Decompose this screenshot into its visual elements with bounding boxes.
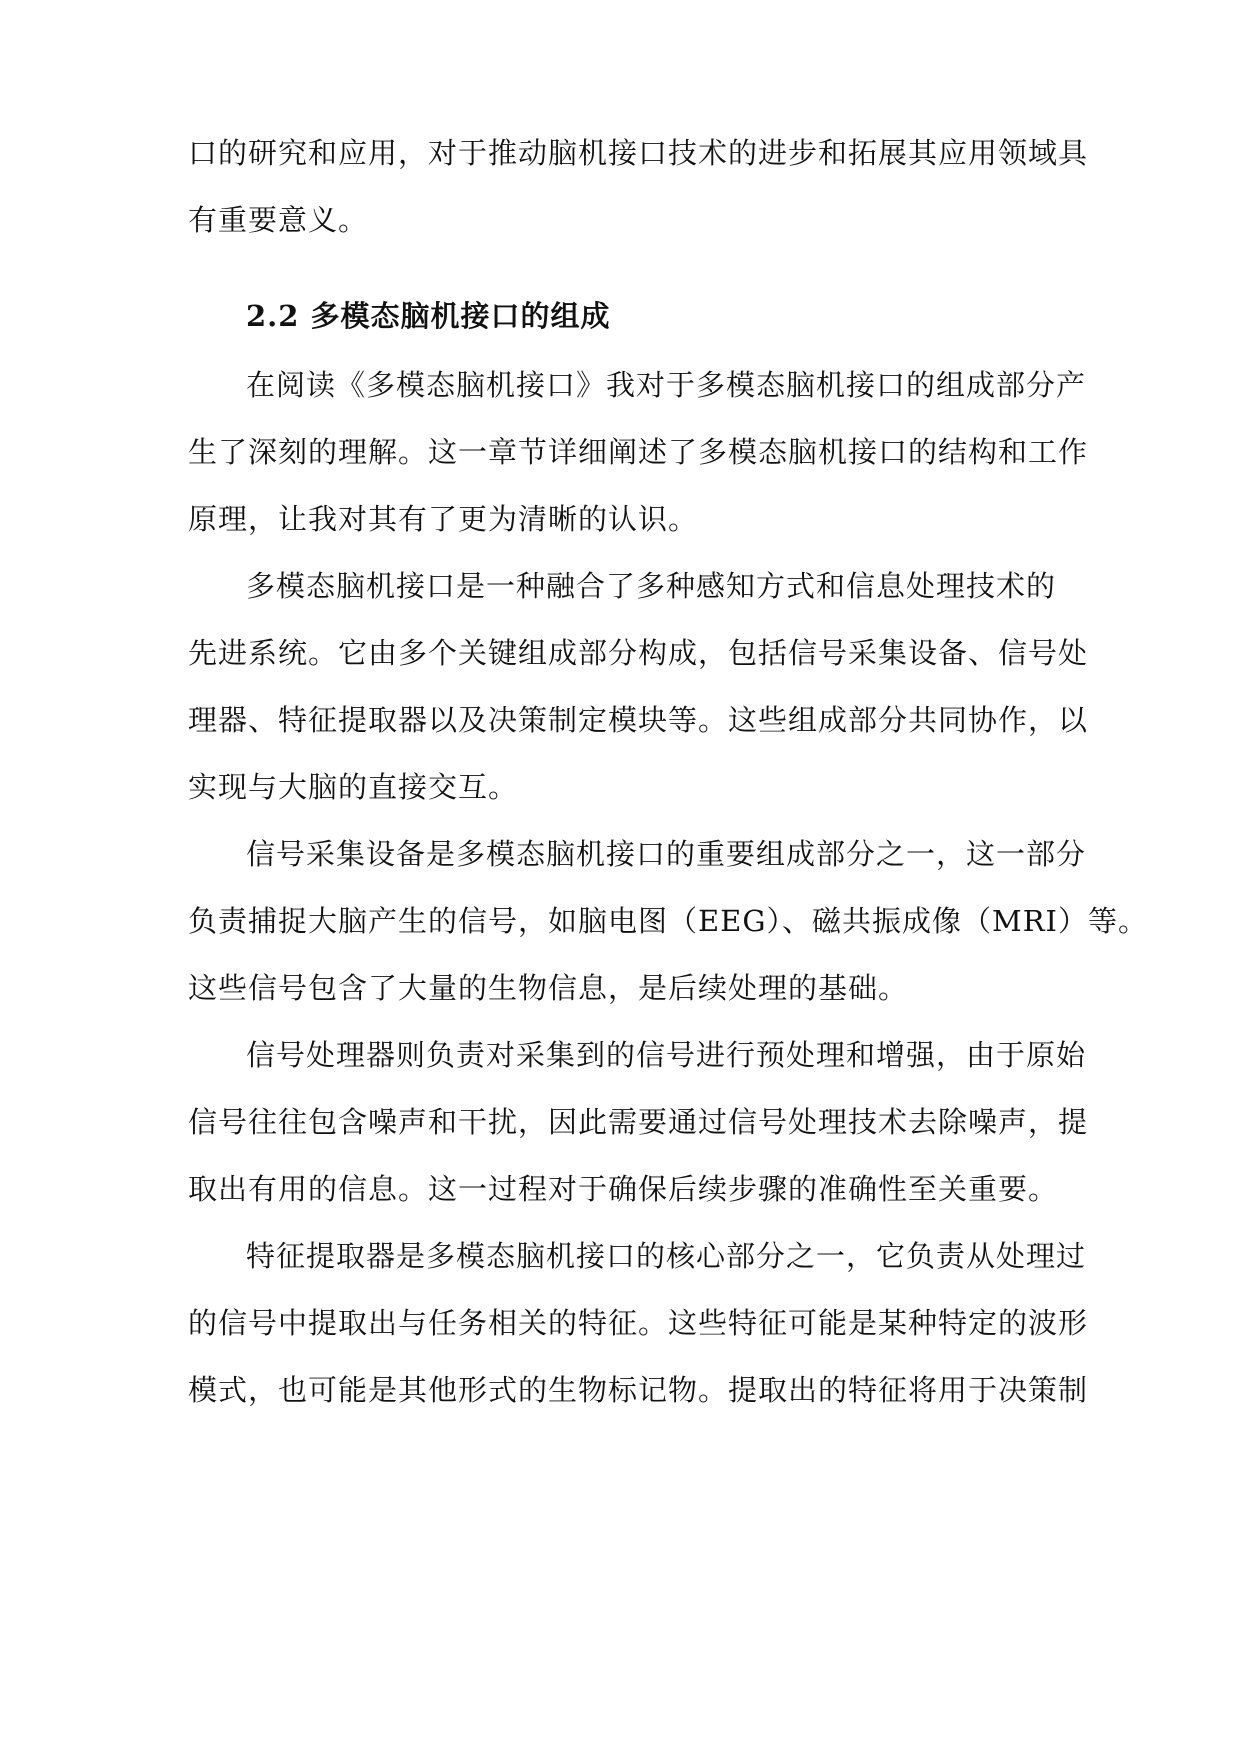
paragraph-line: 多模态脑机接口是一种融合了多种感知方式和信息处理技术的 <box>246 569 1057 603</box>
paragraph-line: 有重要意义。 <box>188 203 369 237</box>
paragraph-line: 信号采集设备是多模态脑机接口的重要组成部分之一，这一部分 <box>246 837 1087 871</box>
paragraph-line: 实现与大脑的直接交互。 <box>188 770 519 804</box>
paragraph-line: 先进系统。它由多个关键组成部分构成，包括信号采集设备、信号处 <box>188 636 1089 670</box>
paragraph-line: 这些信号包含了大量的生物信息，是后续处理的基础。 <box>188 971 909 1005</box>
paragraph-line: 在阅读《多模态脑机接口》我对于多模态脑机接口的组成部分产 <box>246 368 1087 402</box>
paragraph-line: 原理，让我对其有了更为清晰的认识。 <box>188 502 699 536</box>
paragraph-line: 取出有用的信息。这一过程对于确保后续步骤的准确性至关重要。 <box>188 1172 1059 1206</box>
paragraph-line: 特征提取器是多模态脑机接口的核心部分之一，它负责从处理过 <box>246 1239 1087 1273</box>
paragraph-line: 生了深刻的理解。这一章节详细阐述了多模态脑机接口的结构和工作 <box>188 435 1089 469</box>
section-heading: 2.2 多模态脑机接口的组成 <box>246 299 611 333</box>
paragraph-line: 信号处理器则负责对采集到的信号进行预处理和增强，由于原始 <box>246 1038 1087 1072</box>
paragraph-line: 理器、特征提取器以及决策制定模块等。这些组成部分共同协作，以 <box>188 703 1089 737</box>
paragraph-line: 信号往往包含噪声和干扰，因此需要通过信号处理技术去除噪声，提 <box>188 1105 1089 1139</box>
paragraph-line: 负责捕捉大脑产生的信号，如脑电图（EEG）、磁共振成像（MRI）等。 <box>188 904 1148 938</box>
paragraph-line: 口的研究和应用，对于推动脑机接口技术的进步和拓展其应用领域具 <box>188 136 1089 170</box>
paragraph-line: 的信号中提取出与任务相关的特征。这些特征可能是某种特定的波形 <box>188 1306 1089 1340</box>
paragraph-line: 模式，也可能是其他形式的生物标记物。提取出的特征将用于决策制 <box>188 1373 1089 1407</box>
